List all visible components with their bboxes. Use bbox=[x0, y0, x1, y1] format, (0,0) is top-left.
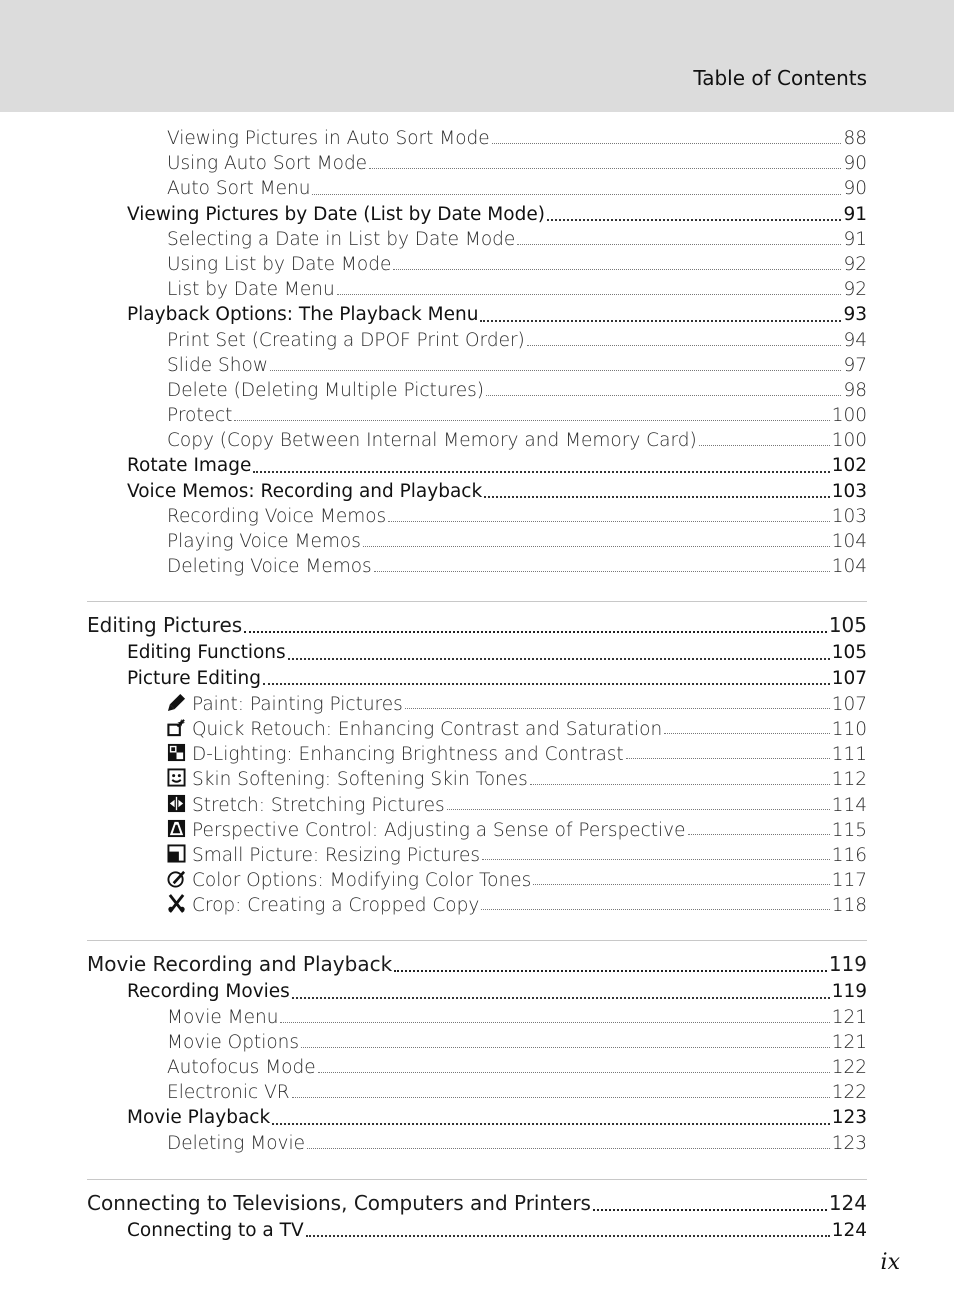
dot-leader bbox=[447, 800, 830, 810]
toc-entry-label-wrap bbox=[167, 766, 528, 792]
toc-entry-label-wrap bbox=[127, 453, 251, 478]
toc-entry-label-wrap bbox=[87, 610, 242, 640]
toc-entry-label: Viewing Pictures by Date (List by Date Mode) bbox=[127, 203, 545, 225]
toc-entry-label: Crop: Creating a Cropped Copy bbox=[192, 895, 480, 917]
toc-entry-list-by-date-menu[interactable] bbox=[87, 277, 867, 302]
toc-entry-label-wrap bbox=[127, 479, 482, 504]
dot-leader bbox=[270, 361, 842, 371]
toc-entry-label: Connecting to Televisions, Computers and Printers bbox=[87, 1190, 591, 1215]
toc-entry-label-wrap bbox=[167, 867, 531, 893]
small-picture-icon bbox=[167, 844, 186, 863]
toc-entry-print-set-creating-a-dpof-print-order[interactable] bbox=[87, 328, 867, 353]
dot-leader bbox=[481, 900, 829, 910]
toc-entry-label: Using Auto Sort Mode bbox=[167, 153, 368, 175]
dot-leader bbox=[388, 512, 829, 522]
toc-entry-editing-pictures[interactable] bbox=[87, 610, 867, 640]
toc-entry-viewing-pictures-by-date-list-by-date-mode[interactable] bbox=[87, 202, 867, 227]
toc-entry-slide-show[interactable] bbox=[87, 353, 867, 378]
toc-entry-deleting-voice-memos[interactable] bbox=[87, 554, 867, 579]
crop-icon bbox=[167, 894, 186, 913]
toc-entry-label-wrap bbox=[127, 1218, 304, 1243]
dot-leader bbox=[263, 675, 830, 685]
toc-entry-page: 90 bbox=[843, 178, 867, 200]
toc-entry-page: 94 bbox=[843, 329, 867, 351]
toc-entry-movie-menu[interactable] bbox=[87, 1005, 867, 1030]
toc-entry-label-wrap bbox=[167, 428, 697, 453]
toc-entry-label-wrap bbox=[167, 353, 268, 378]
toc-entry-page: 118 bbox=[831, 895, 867, 917]
toc-entry-label-wrap bbox=[167, 378, 484, 403]
toc-entry-playing-voice-memos[interactable] bbox=[87, 529, 867, 554]
toc-entry-movie-options[interactable] bbox=[87, 1030, 867, 1055]
toc-entry-label-wrap bbox=[167, 691, 403, 717]
toc-entry-label: Autofocus Mode bbox=[167, 1057, 316, 1078]
toc-entry-page: 121 bbox=[831, 1006, 867, 1028]
toc-entry-label: Playing Voice Memos bbox=[167, 531, 361, 552]
toc-entry-delete-deleting-multiple-pictures[interactable] bbox=[87, 378, 867, 403]
toc-entry-page: 102 bbox=[831, 455, 867, 477]
toc-entry-page: 92 bbox=[843, 253, 867, 275]
toc-entry-label-wrap bbox=[167, 403, 232, 428]
toc-section-editing bbox=[87, 610, 867, 917]
toc-entry-label-wrap bbox=[167, 252, 391, 277]
toc-entry-label: Using List by Date Mode bbox=[167, 253, 392, 275]
page-number: ix bbox=[880, 1250, 900, 1275]
toc-entry-movie-playback[interactable] bbox=[87, 1105, 867, 1130]
toc-entry-crop-creating-a-cropped-copy[interactable] bbox=[87, 892, 867, 917]
toc-entry-label: Editing Functions bbox=[127, 642, 286, 664]
toc-section-playback bbox=[87, 126, 867, 579]
toc-entry-page: 124 bbox=[831, 1219, 867, 1241]
toc-entry-label-wrap bbox=[167, 227, 515, 252]
toc-entry-page: 97 bbox=[843, 354, 867, 376]
dot-leader bbox=[394, 960, 827, 972]
toc-entry-label-wrap bbox=[167, 892, 479, 918]
toc-entry-page: 112 bbox=[831, 769, 867, 791]
dot-leader bbox=[369, 159, 841, 169]
toc-entry-label: Playback Options: The Playback Menu bbox=[127, 304, 479, 326]
toc-entry-page: 103 bbox=[831, 480, 867, 502]
toc-entry-movie-recording-and-playback[interactable] bbox=[87, 949, 867, 979]
dot-leader bbox=[517, 235, 841, 245]
toc-entry-paint-painting-pictures[interactable] bbox=[87, 691, 867, 716]
section-divider bbox=[87, 601, 867, 602]
toc-entry-label-wrap bbox=[167, 1005, 278, 1030]
toc-entry-label-wrap bbox=[167, 277, 335, 302]
toc-entry-label: Movie Options bbox=[167, 1031, 300, 1053]
toc-entry-picture-editing[interactable] bbox=[87, 666, 867, 691]
toc-entry-page: 100 bbox=[831, 405, 867, 427]
toc-entry-color-options-modifying-color-tones[interactable] bbox=[87, 867, 867, 892]
toc-section-connecting bbox=[87, 1188, 867, 1243]
toc-entry-label: Copy (Copy Between Internal Memory and Memory Card) bbox=[167, 430, 697, 452]
toc-entry-label-wrap bbox=[167, 1131, 305, 1156]
toc-entry-editing-functions[interactable] bbox=[87, 640, 867, 665]
toc-entry-label: Auto Sort Menu bbox=[167, 178, 311, 200]
section-divider bbox=[87, 1179, 867, 1180]
toc-entry-label-wrap bbox=[127, 666, 261, 691]
toc-entry-label: Stretch: Stretching Pictures bbox=[192, 794, 445, 816]
dot-leader bbox=[482, 850, 830, 860]
toc-entry-page: 107 bbox=[831, 667, 867, 689]
toc-entry-label-wrap bbox=[87, 1188, 591, 1218]
toc-entry-page: 110 bbox=[831, 718, 867, 740]
toc-entry-page: 105 bbox=[828, 613, 867, 638]
toc-section-movie bbox=[87, 949, 867, 1155]
toc-entry-page: 104 bbox=[831, 531, 867, 552]
toc-entry-page: 104 bbox=[831, 556, 867, 578]
toc-entry-label: Viewing Pictures in Auto Sort Mode bbox=[167, 128, 490, 149]
toc-entry-label-wrap bbox=[87, 949, 392, 979]
toc-entry-label: Selecting a Date in List by Date Mode bbox=[167, 228, 516, 250]
toc-entry-label-wrap bbox=[127, 302, 478, 327]
toc-entry-page: 90 bbox=[843, 153, 867, 175]
toc-entry-page: 119 bbox=[828, 952, 867, 977]
toc-entry-page: 115 bbox=[831, 819, 867, 841]
toc-entry-page: 103 bbox=[831, 505, 867, 527]
toc-entry-label-wrap bbox=[167, 554, 372, 579]
toc-entry-label-wrap bbox=[167, 817, 686, 843]
toc-entry-label: Slide Show bbox=[167, 354, 268, 376]
toc-entry-label: Deleting Voice Memos bbox=[167, 556, 372, 578]
table-of-contents bbox=[87, 126, 867, 1243]
toc-entry-perspective-control-adjusting-a-sense-of-perspective[interactable] bbox=[87, 817, 867, 842]
dot-leader bbox=[292, 989, 830, 999]
toc-entry-label: List by Date Menu bbox=[167, 279, 335, 301]
toc-entry-connecting-to-a-tv[interactable] bbox=[87, 1218, 867, 1243]
toc-entry-label-wrap bbox=[167, 1055, 316, 1080]
toc-entry-quick-retouch-enhancing-contrast-and-saturation[interactable] bbox=[87, 716, 867, 741]
paint-icon bbox=[167, 693, 186, 712]
dot-leader bbox=[593, 1199, 827, 1211]
toc-entry-label-wrap bbox=[127, 979, 290, 1004]
toc-entry-label: Small Picture: Resizing Pictures bbox=[192, 844, 480, 866]
perspective-icon bbox=[167, 819, 186, 838]
toc-entry-page: 92 bbox=[843, 279, 867, 301]
dot-leader bbox=[244, 621, 827, 633]
section-divider bbox=[87, 940, 867, 941]
toc-entry-page: 121 bbox=[831, 1031, 867, 1053]
toc-entry-auto-sort-menu[interactable] bbox=[87, 176, 867, 201]
toc-entry-electronic-vr[interactable] bbox=[87, 1080, 867, 1105]
dot-leader bbox=[363, 537, 830, 547]
dot-leader bbox=[699, 436, 830, 446]
dot-leader bbox=[288, 650, 830, 660]
toc-entry-page: 114 bbox=[831, 794, 867, 816]
toc-entry-label-wrap bbox=[127, 1105, 270, 1130]
toc-entry-label-wrap bbox=[127, 202, 545, 227]
dot-leader bbox=[530, 775, 830, 785]
toc-entry-label: Editing Pictures bbox=[87, 613, 243, 638]
dot-leader bbox=[547, 211, 842, 221]
page-title: Table of Contents bbox=[693, 66, 867, 90]
toc-entry-rotate-image[interactable] bbox=[87, 453, 867, 478]
toc-entry-page: 93 bbox=[843, 304, 867, 326]
dot-leader bbox=[533, 875, 829, 885]
toc-entry-label-wrap bbox=[167, 176, 310, 201]
toc-entry-stretch-stretching-pictures[interactable] bbox=[87, 792, 867, 817]
quick-retouch-icon bbox=[167, 718, 186, 737]
toc-entry-label: Connecting to a TV bbox=[127, 1219, 304, 1241]
toc-entry-label: Delete (Deleting Multiple Pictures) bbox=[167, 379, 484, 401]
toc-entry-page: 123 bbox=[831, 1132, 867, 1154]
toc-entry-page: 107 bbox=[831, 693, 867, 715]
toc-entry-small-picture-resizing-pictures[interactable] bbox=[87, 842, 867, 867]
toc-entry-autofocus-mode[interactable] bbox=[87, 1055, 867, 1080]
toc-entry-label: Print Set (Creating a DPOF Print Order) bbox=[167, 329, 525, 351]
toc-entry-label-wrap bbox=[127, 640, 286, 665]
dot-leader bbox=[234, 411, 829, 421]
toc-entry-page: 123 bbox=[831, 1107, 867, 1129]
toc-entry-page: 117 bbox=[831, 870, 867, 892]
toc-entry-label: Quick Retouch: Enhancing Contrast and Saturation bbox=[192, 718, 663, 740]
toc-entry-label-wrap bbox=[167, 151, 367, 176]
dot-leader bbox=[484, 488, 830, 498]
dot-leader bbox=[492, 134, 842, 144]
toc-entry-label-wrap bbox=[167, 504, 386, 529]
toc-entry-page: 98 bbox=[843, 379, 867, 401]
toc-entry-page: 105 bbox=[831, 642, 867, 664]
toc-entry-page: 100 bbox=[831, 430, 867, 452]
dot-leader bbox=[292, 1088, 830, 1098]
toc-entry-deleting-movie[interactable] bbox=[87, 1131, 867, 1156]
dot-leader bbox=[312, 185, 841, 195]
toc-entry-label: Movie Menu bbox=[167, 1006, 279, 1028]
dot-leader bbox=[272, 1115, 830, 1125]
color-options-icon bbox=[167, 869, 186, 888]
toc-entry-viewing-pictures-in-auto-sort-mode[interactable] bbox=[87, 126, 867, 151]
toc-entry-label: Color Options: Modifying Color Tones bbox=[192, 870, 532, 892]
toc-entry-page: 91 bbox=[843, 228, 867, 250]
toc-entry-playback-options-the-playback-menu[interactable] bbox=[87, 302, 867, 327]
dot-leader bbox=[318, 1063, 830, 1073]
toc-entry-label-wrap bbox=[167, 529, 361, 554]
toc-entry-recording-movies[interactable] bbox=[87, 979, 867, 1004]
toc-entry-d-lighting-enhancing-brightness-and-contrast[interactable] bbox=[87, 741, 867, 766]
toc-entry-using-list-by-date-mode[interactable] bbox=[87, 252, 867, 277]
stretch-icon bbox=[167, 794, 186, 813]
dot-leader bbox=[374, 562, 830, 572]
toc-entry-page: 88 bbox=[843, 128, 867, 149]
dot-leader bbox=[486, 386, 841, 396]
toc-entry-label: Deleting Movie bbox=[167, 1132, 306, 1154]
toc-entry-copy-copy-between-internal-memory-and-memory-card[interactable] bbox=[87, 428, 867, 453]
toc-entry-label-wrap bbox=[167, 328, 525, 353]
toc-entry-label: Paint: Painting Pictures bbox=[192, 693, 403, 715]
toc-entry-label: Perspective Control: Adjusting a Sense of Perspective bbox=[192, 819, 686, 841]
toc-entry-label: Electronic VR bbox=[167, 1082, 290, 1104]
skin-softening-icon bbox=[167, 768, 186, 787]
toc-entry-protect[interactable] bbox=[87, 403, 867, 428]
toc-entry-label: D-Lighting: Enhancing Brightness and Contrast bbox=[192, 744, 624, 766]
dot-leader bbox=[664, 724, 830, 734]
toc-entry-page: 124 bbox=[828, 1190, 867, 1215]
toc-entry-label: Recording Movies bbox=[127, 981, 290, 1003]
toc-entry-label: Recording Voice Memos bbox=[167, 505, 387, 527]
d-lighting-icon bbox=[167, 743, 186, 762]
toc-entry-voice-memos-recording-and-playback[interactable] bbox=[87, 479, 867, 504]
dot-leader bbox=[337, 285, 842, 295]
toc-entry-page: 122 bbox=[831, 1082, 867, 1104]
toc-entry-page: 116 bbox=[831, 844, 867, 866]
toc-entry-connecting-to-televisions-computers-and-printers[interactable] bbox=[87, 1188, 867, 1218]
dot-leader bbox=[527, 336, 842, 346]
toc-entry-label-wrap bbox=[167, 792, 445, 818]
toc-entry-label-wrap bbox=[167, 1030, 299, 1055]
toc-entry-label-wrap bbox=[167, 1080, 290, 1105]
toc-entry-using-auto-sort-mode[interactable] bbox=[87, 151, 867, 176]
dot-leader bbox=[307, 1139, 830, 1149]
toc-entry-label: Movie Recording and Playback bbox=[87, 952, 393, 977]
toc-entry-recording-voice-memos[interactable] bbox=[87, 504, 867, 529]
dot-leader bbox=[280, 1013, 829, 1023]
dot-leader bbox=[626, 749, 830, 759]
toc-entry-skin-softening-softening-skin-tones[interactable] bbox=[87, 766, 867, 791]
dot-leader bbox=[301, 1038, 830, 1048]
toc-entry-page: 111 bbox=[831, 744, 867, 766]
toc-entry-label: Picture Editing bbox=[127, 667, 261, 689]
toc-entry-label-wrap bbox=[167, 716, 662, 742]
toc-entry-label: Skin Softening: Softening Skin Tones bbox=[192, 769, 528, 791]
dot-leader bbox=[480, 312, 841, 322]
header-band bbox=[0, 0, 954, 112]
toc-entry-label: Voice Memos: Recording and Playback bbox=[127, 480, 483, 502]
dot-leader bbox=[306, 1227, 830, 1237]
dot-leader bbox=[405, 699, 830, 709]
toc-entry-page: 91 bbox=[843, 203, 867, 225]
toc-entry-label-wrap bbox=[167, 126, 490, 151]
dot-leader bbox=[393, 260, 841, 270]
toc-entry-label-wrap bbox=[167, 741, 624, 767]
toc-entry-label: Movie Playback bbox=[127, 1107, 271, 1129]
toc-entry-page: 122 bbox=[831, 1057, 867, 1078]
toc-entry-label-wrap bbox=[167, 842, 480, 868]
toc-entry-label: Protect bbox=[167, 405, 233, 427]
toc-entry-selecting-a-date-in-list-by-date-mode[interactable] bbox=[87, 227, 867, 252]
toc-entry-label: Rotate Image bbox=[127, 455, 252, 477]
dot-leader bbox=[253, 463, 829, 473]
dot-leader bbox=[688, 825, 830, 835]
toc-entry-page: 119 bbox=[831, 981, 867, 1003]
